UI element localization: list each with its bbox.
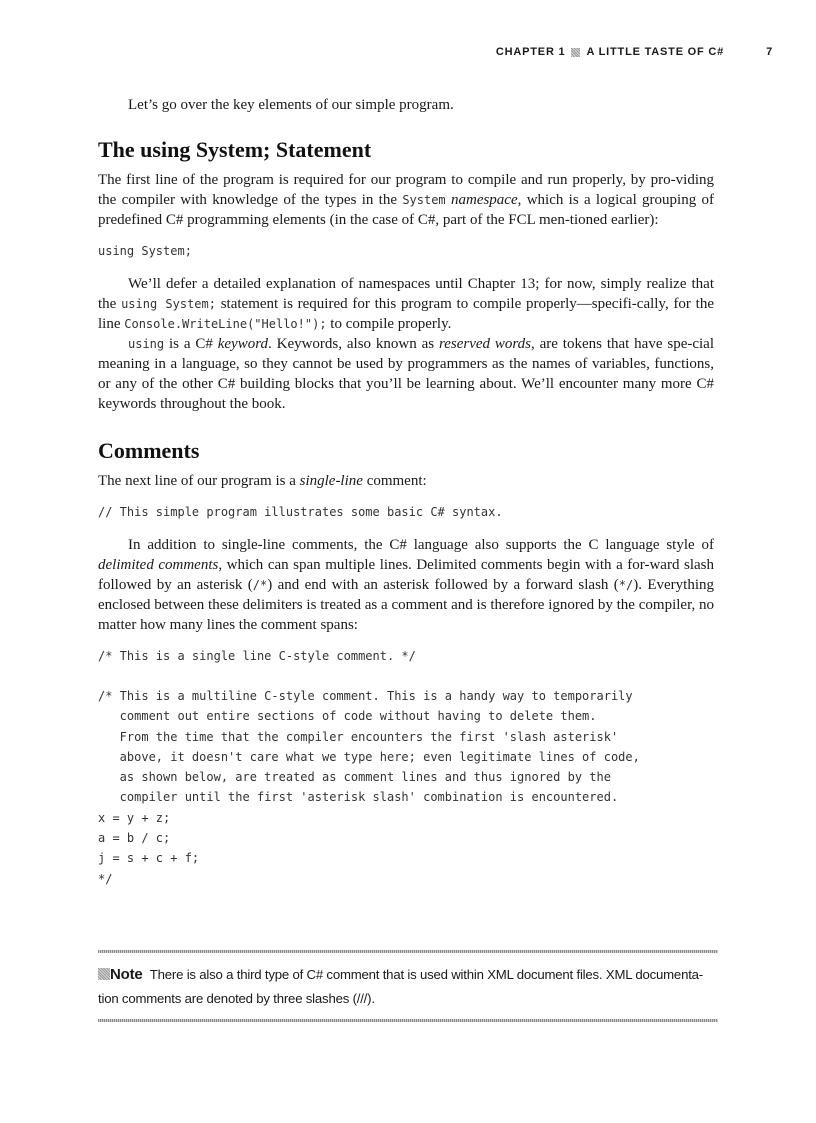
hatched-square-icon <box>571 48 580 57</box>
code-single-line-comment: // This simple program illustrates some basic C# syntax. <box>98 505 503 519</box>
text-run: ). Everything enclosed between these delimiters is treated as a comment and is therefore ignored by the compiler, no matter how many lines the comment spans: <box>98 577 715 633</box>
intro-paragraph: Let’s go over the key elements of our simple program. <box>128 97 454 113</box>
inline-code: */ <box>618 578 634 592</box>
note-box <box>98 950 718 1026</box>
page-number: 7 <box>766 46 773 58</box>
text-run: comment: <box>362 473 427 489</box>
inline-code: using <box>128 337 165 351</box>
inline-code: Console.WriteLine("Hello!"); <box>124 317 327 331</box>
text-run: The first line of the program is required for our program to compile and run properly, by pro-viding the compiler with knowledge of the types in the <box>98 172 714 208</box>
page-content <box>98 95 714 889</box>
text-run: , which can span multiple lines. Delimited comments begin with a for-ward slash followed by an asterisk ( <box>98 557 714 593</box>
emphasis: delimited comments <box>98 557 219 573</box>
text-run: , are tokens that have spe-cial meaning in a language, so they cannot be used by programmers as the names of variables, functions, or any of the other C# building blocks that you’ll be learning about. We’ll encounter many more C# keywords throughout the book. <box>98 336 714 412</box>
chapter-title: A LITTLE TASTE OF C# <box>586 46 725 58</box>
section-heading-comments: Comments <box>98 438 200 463</box>
text-run: In addition to single-line comments, the C# language also supports the C language style of <box>128 537 714 553</box>
inline-code: using System; <box>121 297 216 311</box>
paragraph-delimited <box>98 535 714 635</box>
inline-code: /* <box>252 578 268 592</box>
paragraph-keywords <box>98 334 714 414</box>
paragraph-single-line <box>98 471 714 491</box>
text-run: We’ll defer a detailed explanation of namespaces until Chapter 13; for now, simply realize that the <box>98 276 714 312</box>
emphasis: single-line <box>299 473 363 489</box>
text-run: is a C# <box>164 336 218 352</box>
text-run: ) and end with an asterisk followed by a forward slash ( <box>267 577 619 593</box>
paragraph-using-intro <box>98 170 714 230</box>
text-run: to compile properly. <box>326 316 452 332</box>
code-c-style-single: /* This is a single line C-style comment. */ <box>98 649 416 663</box>
hatched-square-icon <box>98 968 110 980</box>
note-bottom-rule <box>98 1019 718 1022</box>
text-run: statement is required for this program to compile properly—specifi-cally, for the line <box>98 296 714 332</box>
note-body <box>98 953 718 1011</box>
chapter-label: CHAPTER 1 <box>495 46 566 58</box>
code-c-style-multiline: /* This is a multiline C-style comment. This is a handy way to temporarily comment out entire sections of code without having to delete them. From the time that the compiler encounters the first 'slash asterisk' above, it doesn't care what we type here; even legitimate lines of code, as shown below, are treated as comment lines and thus ignored by the compiler until the first 'asterisk slash' combination is encountered. x = y + z; a = b / c; j = s + c + f; */ <box>98 689 640 886</box>
text-run: . Keywords, also known as <box>268 336 439 352</box>
paragraph-namespaces <box>98 274 714 334</box>
inline-code: System <box>402 193 446 207</box>
section-heading-using-system: The using System; Statement <box>98 137 372 162</box>
running-head <box>98 44 773 60</box>
note-label: Note <box>110 966 143 983</box>
note-text: There is also a third type of C# comment that is used within XML document files. XML documenta-tion comments are denoted by three slashes (///). <box>98 967 703 1006</box>
emphasis: reserved words <box>438 336 532 352</box>
code-using-system: using System; <box>98 244 192 258</box>
emphasis: keyword <box>217 336 268 352</box>
text-run: The next line of our program is a <box>98 473 300 489</box>
emphasis: namespace <box>450 192 518 208</box>
text-run: , which is a logical grouping of predefined C# programming elements (in the case of C#, part of the FCL men-tioned earlier): <box>98 192 714 228</box>
